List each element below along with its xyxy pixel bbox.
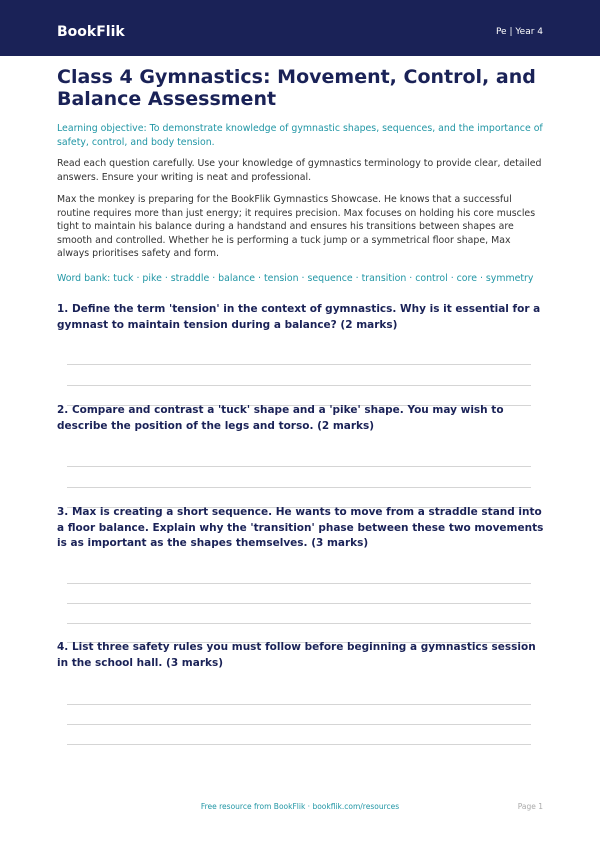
answer-line[interactable]: [67, 466, 531, 467]
page-number: Page 1: [517, 802, 543, 811]
learning-objective: Learning objective: To demonstrate knowledge of gymnastic shapes, sequences, and the importance of safety, control, and body tension.: [57, 123, 543, 148]
subject-year-label: Pe | Year 4: [495, 27, 543, 37]
answer-line[interactable]: [67, 364, 531, 365]
answer-line[interactable]: [67, 385, 531, 386]
header-bar: [0, 0, 600, 56]
question-1: 1. Define the term 'tension' in the context of gymnastics. Why is it essential for a gymnast to maintain tension during a balance? (2 marks): [57, 303, 541, 331]
answer-line[interactable]: [67, 704, 531, 705]
brand-logo: BookFlik: [57, 24, 125, 40]
question-2: 2. Compare and contrast a 'tuck' shape and a 'pike' shape. You may wish to describe the position of the legs and torso. (2 marks): [57, 404, 504, 432]
story-text: Max the monkey is preparing for the BookFlik Gymnastics Showcase. He knows that a successful routine requires more than just energy; it requires precision. Max focuses on holding his core muscles tight to maintain his balance during a handstand and ensures his transitions between shapes are smooth and controlled. Whether he is performing a tuck jump or a symmetrical floor shape, Max always prioritises safety and form.: [57, 194, 536, 259]
footer-link-text: Free resource from BookFlik · bookflik.com/resources: [200, 802, 400, 811]
page-title: Class 4 Gymnastics: Movement, Control, and Balance Assessment: [57, 66, 536, 110]
question-3: 3. Max is creating a short sequence. He wants to move from a straddle stand into a floor balance. Explain why the 'transition' phase between these two movements is as important as the shapes themselves. (3 marks): [57, 506, 544, 549]
instructions-text: Read each question carefully. Use your knowledge of gymnastics terminology to provide clear, detailed answers. Ensure your writing is neat and professional.: [57, 158, 542, 183]
answer-line[interactable]: [67, 583, 531, 584]
answer-line[interactable]: [67, 603, 531, 604]
answer-line[interactable]: [67, 724, 531, 725]
answer-line[interactable]: [67, 623, 531, 624]
answer-line[interactable]: [67, 487, 531, 488]
word-bank: Word bank: tuck · pike · straddle · balance · tension · sequence · transition · control · core · symmetry: [57, 273, 534, 284]
answer-line[interactable]: [67, 744, 531, 745]
question-4: 4. List three safety rules you must follow before beginning a gymnastics session in the school hall. (3 marks): [57, 641, 536, 669]
